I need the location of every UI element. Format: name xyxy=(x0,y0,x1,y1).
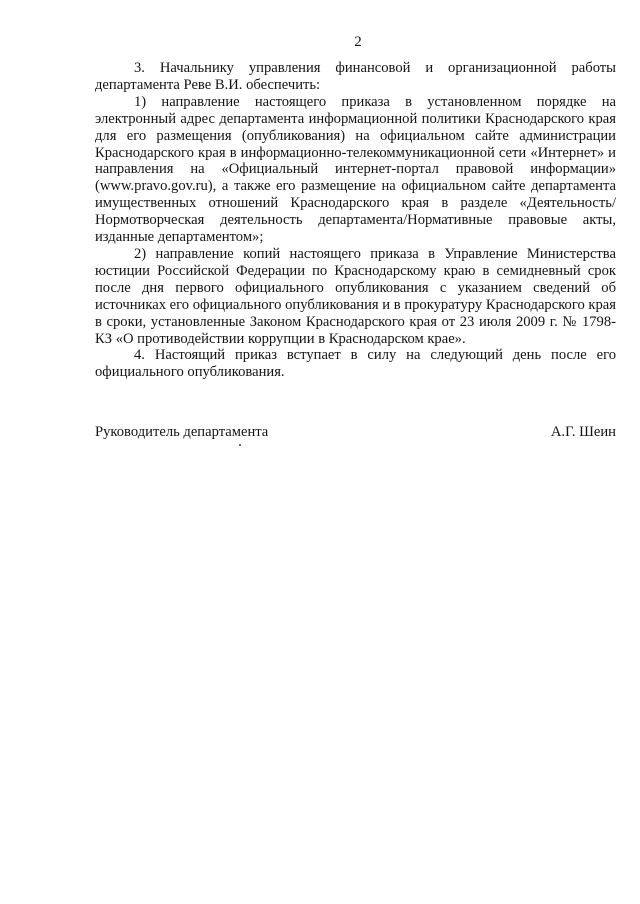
paragraph-item-3: 3. Начальнику управления финансовой и организационной работы департамента Реве В.И. обеспечить: xyxy=(95,60,616,93)
paragraph-item-4: 4. Настоящий приказ вступает в силу на следующий день после его официального опубликования. xyxy=(95,347,616,381)
document-body xyxy=(95,60,616,381)
paragraph-subitem-2: 2) направление копий настоящего приказа в Управление Министерства юстиции Российской Федерации по Краснодарскому краю в семидневный срок после дня первого официального опубликования с указанием сведений об источниках его официального опубликования и в прокуратуру Краснодарского края в сроки, установленные Законом Краснодарского края от 23 июля 2009 г. № 1798-КЗ «О противодействии коррупции в Краснодарском крае». xyxy=(95,245,616,347)
signatory-role: Руководитель департамента xyxy=(95,424,269,440)
scan-speck xyxy=(239,444,241,446)
signatory-name: А.Г. Шеин xyxy=(550,424,616,440)
page-number: 2 xyxy=(354,34,362,50)
paragraph-subitem-1: 1) направление настоящего приказа в установленном порядке на электронный адрес департамента информационной политики Краснодарского края для его размещения (опубликования) на официальном сайте администрации Краснодарского края в информационно-телекоммуникационной сети «Интернет» и направления на «Официальный интернет-портал правовой информации» (www.pravo.gov.ru), а также его размещение на официальном сайте департамента имущественных отношений Краснодарского края в разделе «Деятельность/Нормотворческая деятельность департамента/Нормативные правовые акты, изданные департаментом»; xyxy=(95,93,616,246)
